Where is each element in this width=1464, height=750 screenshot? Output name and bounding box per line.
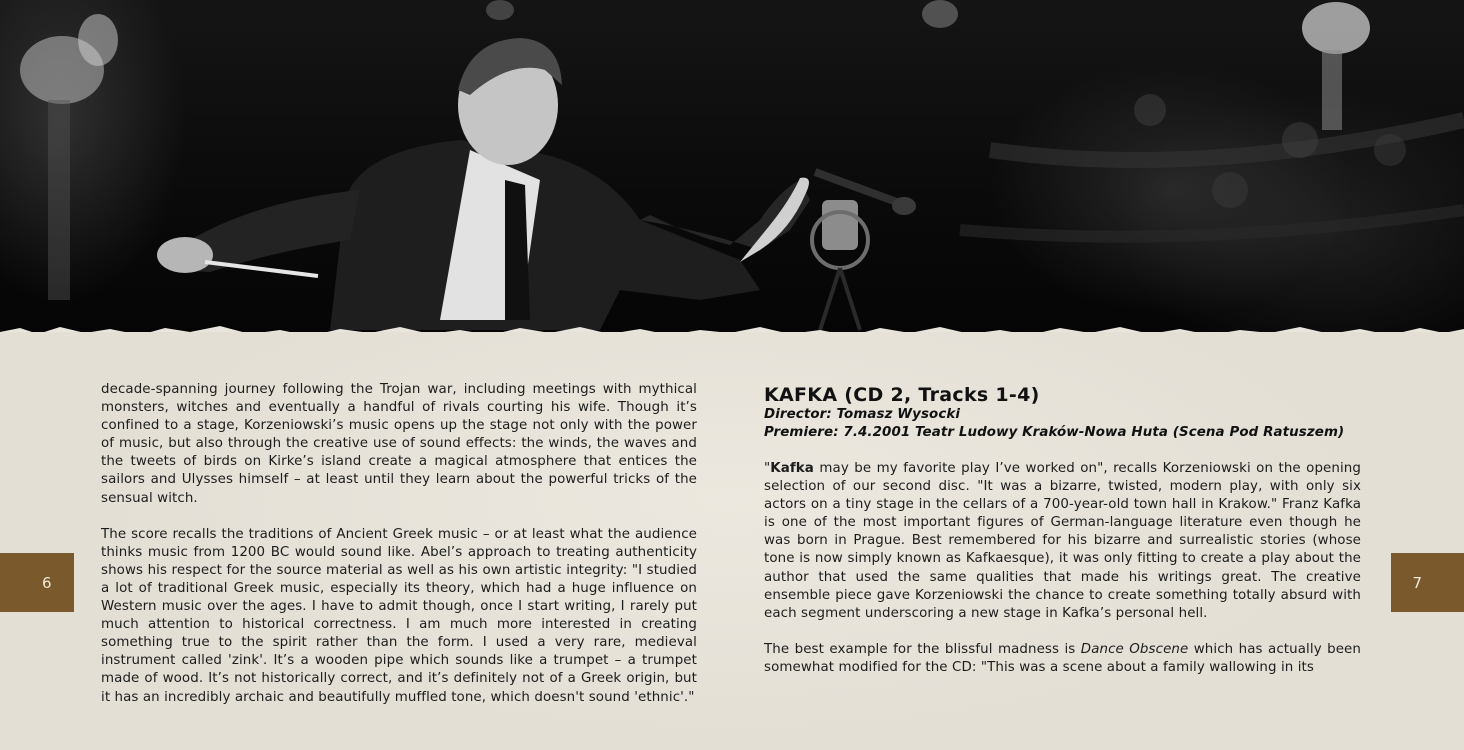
left-page-text bbox=[101, 381, 697, 725]
right-page-text bbox=[764, 384, 1361, 695]
right-paragraph-1-text: may be my favorite play I’ve worked on", recalls Korzeniowski on the opening selection of our second disc. "It was a bizarre, twisted, modern play, with only six actors on a tiny stage in the cellars of a 700-year-old town hall in Krakow." Franz Kafka is one of the most important figures of German-language literature even though he was born in Prague. Best remembered for his bizarre and surrealistic stories (whose tone is now simply known as Kafkaesque), it was only fitting to create a play about the author that used the same qualities that made his writings great. The creative ensemble piece gave Korzeniowski the chance to create something totally absurd with each segment underscoring a new stage in Kafka’s personal hell. bbox=[764, 461, 1361, 621]
right-paragraph-2 bbox=[764, 641, 1361, 677]
page-number-left-label: 6 bbox=[42, 573, 52, 592]
right-paragraph-2-text: which has actually been somewhat modified for the CD: "This was a scene about a family wallowing in its bbox=[764, 641, 1361, 675]
page-number-right bbox=[1391, 553, 1464, 612]
left-paragraph-2: The score recalls the traditions of Ancient Greek music – or at least what the audience thinks music from 1200 BC would sound like. Abel’s approach to treating authenticity shows his respect for the source material as well as his own artistic integrity: "I studied a lot of traditional Greek music, especially its theory, which had a huge influence on Western music over the ages. I have to admit though, once I start writing, I rarely put much attention to historical correctness. I am much more interested in creating something true to the spirit rather than the form. I used a very rare, medieval instrument called 'zink'. It’s a wooden pipe which sounds like a trumpet – a trumpet made of wood. It’s not historically correct, and it’s definitely not of a Greek origin, but it has an incredibly archaic and beautifully muffled tone, which doesn't sound 'ethnic'." bbox=[101, 526, 697, 705]
credits-block bbox=[764, 406, 1361, 442]
right-paragraph-2-start: The best example for the blissful madness is bbox=[764, 641, 1081, 657]
premiere-credit: Premiere: 7.4.2001 Teatr Ludowy Kraków-Nowa Huta (Scena Pod Ratuszem) bbox=[764, 425, 1345, 440]
conductor-photo bbox=[0, 0, 1464, 332]
page-number-right-label: 7 bbox=[1412, 573, 1422, 592]
open-quote: " bbox=[764, 461, 771, 476]
right-paragraph-1 bbox=[764, 460, 1361, 623]
left-paragraph-1: decade-spanning journey following the Trojan war, including meetings with mythical monsters, witches and eventually a handful of rivals courting his wife. Though it’s confined to a stage, Korzeniowski’s music opens up the stage not only with the power of music, but also through the creative use of sound effects: the winds, the waves and the tweets of birds on Kirke’s island create a magical atmosphere that entices the sailors and Ulysses himself – at least until they learn about the powerful tricks of the sensual witch. bbox=[101, 382, 697, 506]
kafka-bold: Kafka bbox=[770, 461, 814, 476]
dance-obscene-title: Dance Obscene bbox=[1080, 641, 1189, 657]
section-heading: KAFKA (CD 2, Tracks 1-4) bbox=[764, 384, 1040, 406]
conductor-illustration bbox=[0, 0, 1464, 332]
page-number-left bbox=[0, 553, 74, 612]
director-credit: Director: Tomasz Wysocki bbox=[764, 407, 961, 422]
